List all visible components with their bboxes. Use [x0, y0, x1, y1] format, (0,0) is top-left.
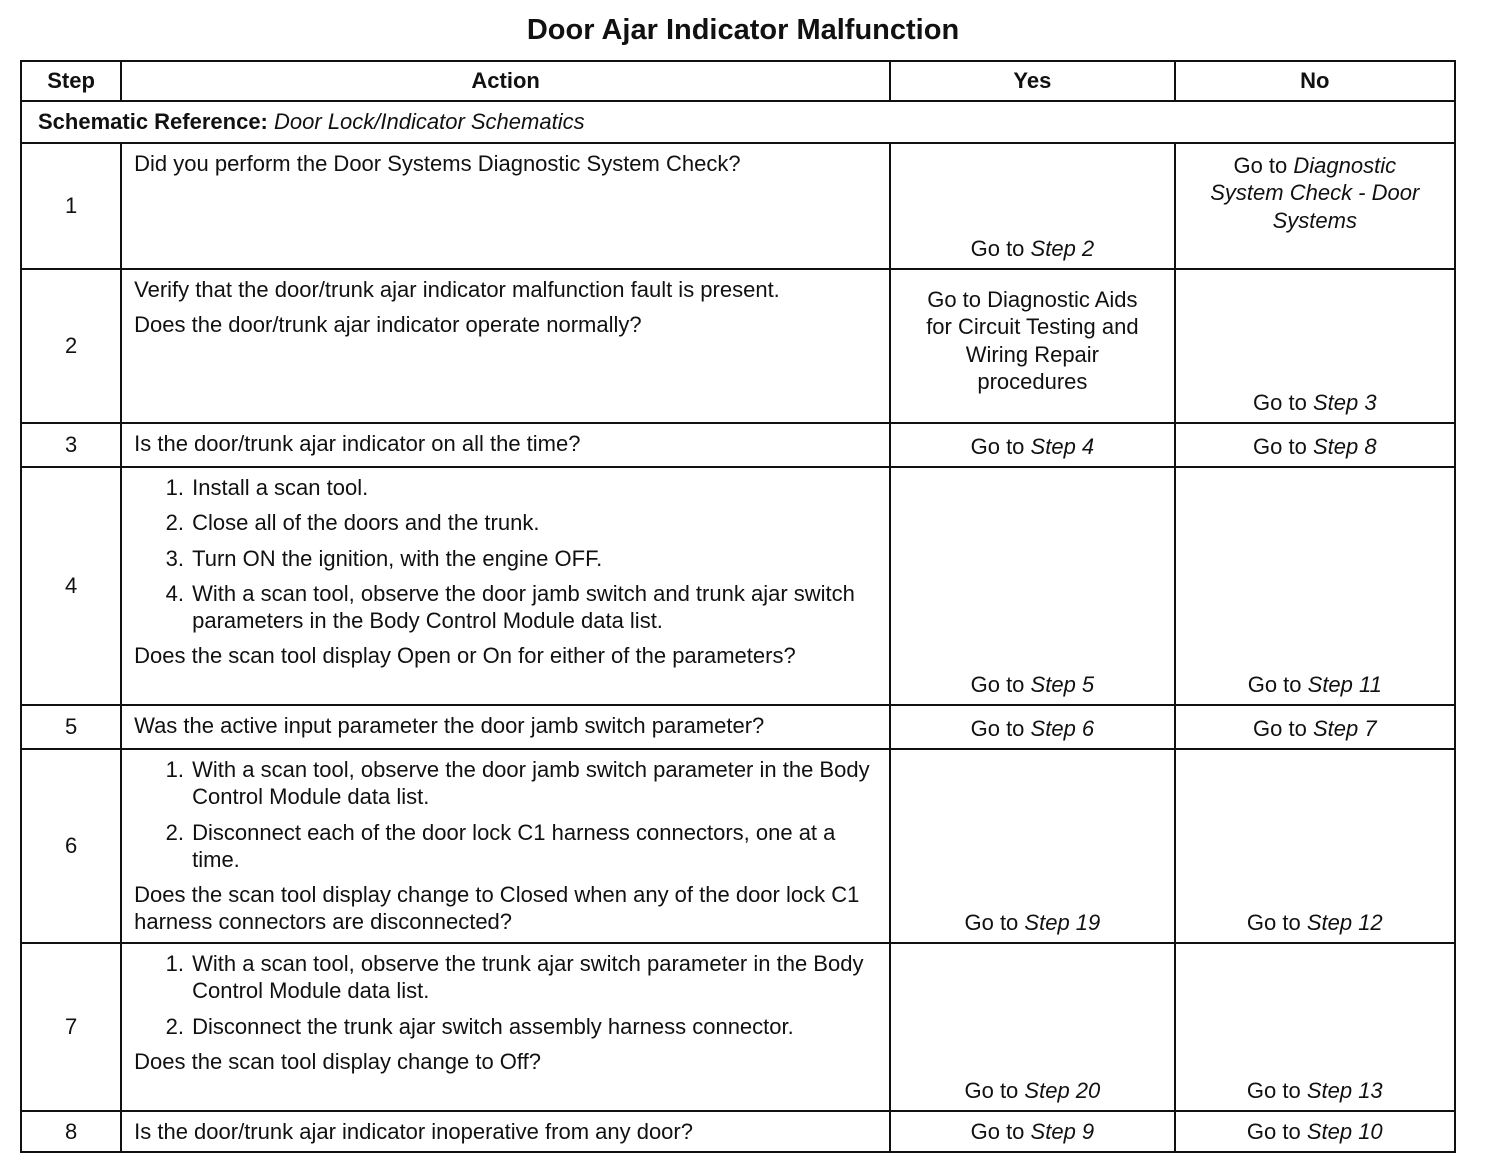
no-link[interactable]: Step 3	[1312, 389, 1377, 415]
list-item: 2. Disconnect each of the door lock C1 harness connectors, one at a time.	[190, 819, 877, 874]
action-cell	[121, 1111, 890, 1152]
list-item: 1. With a scan tool, observe the door jamb switch parameter in the Body Control Module data list.	[190, 756, 877, 811]
schematic-label: Schematic Reference:	[38, 109, 268, 135]
no-cell	[1175, 943, 1455, 1111]
step-number: 2	[21, 269, 121, 423]
action-cell	[121, 143, 890, 269]
action-cell	[121, 423, 890, 467]
no-cell	[1175, 143, 1455, 269]
list-item: 1. Install a scan tool.	[190, 474, 877, 501]
table-row	[21, 705, 1455, 749]
action-text: Is the door/trunk ajar indicator inoperative from any door?	[134, 1119, 693, 1144]
yes-cell	[890, 1111, 1174, 1152]
no-link[interactable]: Step 12	[1306, 909, 1383, 935]
action-cell	[121, 705, 890, 749]
action-text: Did you perform the Door Systems Diagnostic System Check?	[134, 151, 741, 176]
no-cell	[1175, 705, 1455, 749]
no-link[interactable]: Step 11	[1307, 671, 1382, 697]
header-action: Action	[121, 61, 890, 101]
yes-cell	[890, 143, 1174, 269]
no-link[interactable]: Step 8	[1312, 433, 1377, 459]
action-question: Does the scan tool display Open or On for either of the parameters?	[134, 643, 796, 669]
yes-link[interactable]: Step 9	[1030, 1119, 1095, 1144]
table-row	[21, 269, 1455, 423]
yes-link[interactable]: Step 2	[1030, 235, 1095, 261]
action-text: Is the door/trunk ajar indicator on all the time?	[134, 431, 581, 456]
go-to-prefix: Go to	[1246, 1119, 1301, 1144]
list-item: 3. Turn ON the ignition, with the engine OFF.	[190, 545, 877, 572]
yes-link[interactable]: Step 4	[1030, 433, 1095, 459]
step-number: 1	[21, 143, 121, 269]
yes-link[interactable]: Step 19	[1024, 909, 1101, 935]
page-title: Door Ajar Indicator Malfunction	[526, 14, 960, 46]
step-number: 7	[21, 943, 121, 1111]
yes-link[interactable]: Go to Diagnostic Aids for Circuit Testing and Wiring Repair procedures	[926, 287, 1139, 394]
no-cell	[1175, 467, 1455, 705]
yes-cell	[890, 943, 1174, 1111]
go-to-prefix: Go to	[964, 909, 1019, 935]
no-link[interactable]: Diagnostic System Check - Door Systems	[1210, 153, 1420, 233]
yes-cell	[890, 467, 1174, 705]
step-number: 4	[21, 467, 121, 705]
header-row	[21, 61, 1455, 101]
header-no: No	[1175, 61, 1455, 101]
no-cell	[1175, 269, 1455, 423]
go-to-prefix: Go to	[1253, 715, 1307, 741]
go-to-prefix: Go to	[1253, 389, 1307, 415]
yes-cell	[890, 423, 1174, 467]
step-number: 5	[21, 705, 121, 749]
go-to-prefix: Go to	[1246, 909, 1301, 935]
action-cell	[121, 749, 890, 943]
action-cell	[121, 943, 890, 1111]
list-item: 2. Disconnect the trunk ajar switch assembly harness connector.	[190, 1013, 877, 1040]
action-cell	[121, 269, 890, 423]
header-yes: Yes	[890, 61, 1174, 101]
yes-link[interactable]: Step 5	[1030, 671, 1095, 697]
go-to-prefix: Go to	[970, 715, 1025, 741]
go-to-prefix: Go to	[1233, 153, 1288, 178]
schematic-row	[21, 101, 1455, 143]
schematic-reference	[21, 101, 1455, 143]
no-link[interactable]: Step 13	[1306, 1077, 1383, 1103]
go-to-prefix: Go to	[1246, 1077, 1301, 1103]
table-row	[21, 749, 1455, 943]
table-row	[21, 143, 1455, 269]
table-row	[21, 423, 1455, 467]
go-to-prefix: Go to	[970, 671, 1025, 697]
action-text: Was the active input parameter the door jamb switch parameter?	[134, 713, 765, 738]
list-item: 2. Close all of the doors and the trunk.	[190, 509, 877, 536]
no-link[interactable]: Step 7	[1312, 715, 1377, 741]
action-question: Does the scan tool display change to Off?	[134, 1048, 541, 1074]
yes-cell	[890, 269, 1174, 423]
yes-cell	[890, 705, 1174, 749]
go-to-prefix: Go to	[1247, 671, 1302, 697]
yes-cell	[890, 749, 1174, 943]
action-question: Does the door/trunk ajar indicator operate normally?	[134, 312, 642, 338]
step-number: 3	[21, 423, 121, 467]
no-cell	[1175, 749, 1455, 943]
go-to-prefix: Go to	[970, 433, 1025, 459]
action-list	[134, 474, 877, 634]
step-number: 6	[21, 749, 121, 943]
list-item: 4. With a scan tool, observe the door jamb switch and trunk ajar switch parameters in the Body Control Module data list.	[190, 580, 877, 635]
table-row	[21, 1111, 1455, 1152]
action-list	[134, 950, 877, 1040]
yes-link[interactable]: Step 20	[1024, 1077, 1101, 1103]
no-cell	[1175, 423, 1455, 467]
go-to-prefix: Go to	[970, 235, 1025, 261]
diagnostic-table	[20, 60, 1456, 1153]
step-number: 8	[21, 1111, 121, 1152]
no-link[interactable]: Step 10	[1306, 1119, 1383, 1144]
table-row	[21, 943, 1455, 1111]
header-step: Step	[21, 61, 121, 101]
list-item: 1. With a scan tool, observe the trunk ajar switch parameter in the Body Control Module data list.	[190, 950, 877, 1005]
action-cell	[121, 467, 890, 705]
action-list	[134, 756, 877, 873]
go-to-prefix: Go to	[970, 1119, 1025, 1144]
action-text: Verify that the door/trunk ajar indicator malfunction fault is present.	[134, 277, 780, 302]
no-cell	[1175, 1111, 1455, 1152]
table-row	[21, 467, 1455, 705]
action-question: Does the scan tool display change to Closed when any of the door lock C1 harness connectors are disconnected?	[134, 882, 860, 935]
go-to-prefix: Go to	[964, 1077, 1019, 1103]
yes-link[interactable]: Step 6	[1030, 715, 1095, 741]
schematic-link[interactable]: Door Lock/Indicator Schematics	[274, 109, 585, 135]
go-to-prefix: Go to	[1253, 433, 1307, 459]
